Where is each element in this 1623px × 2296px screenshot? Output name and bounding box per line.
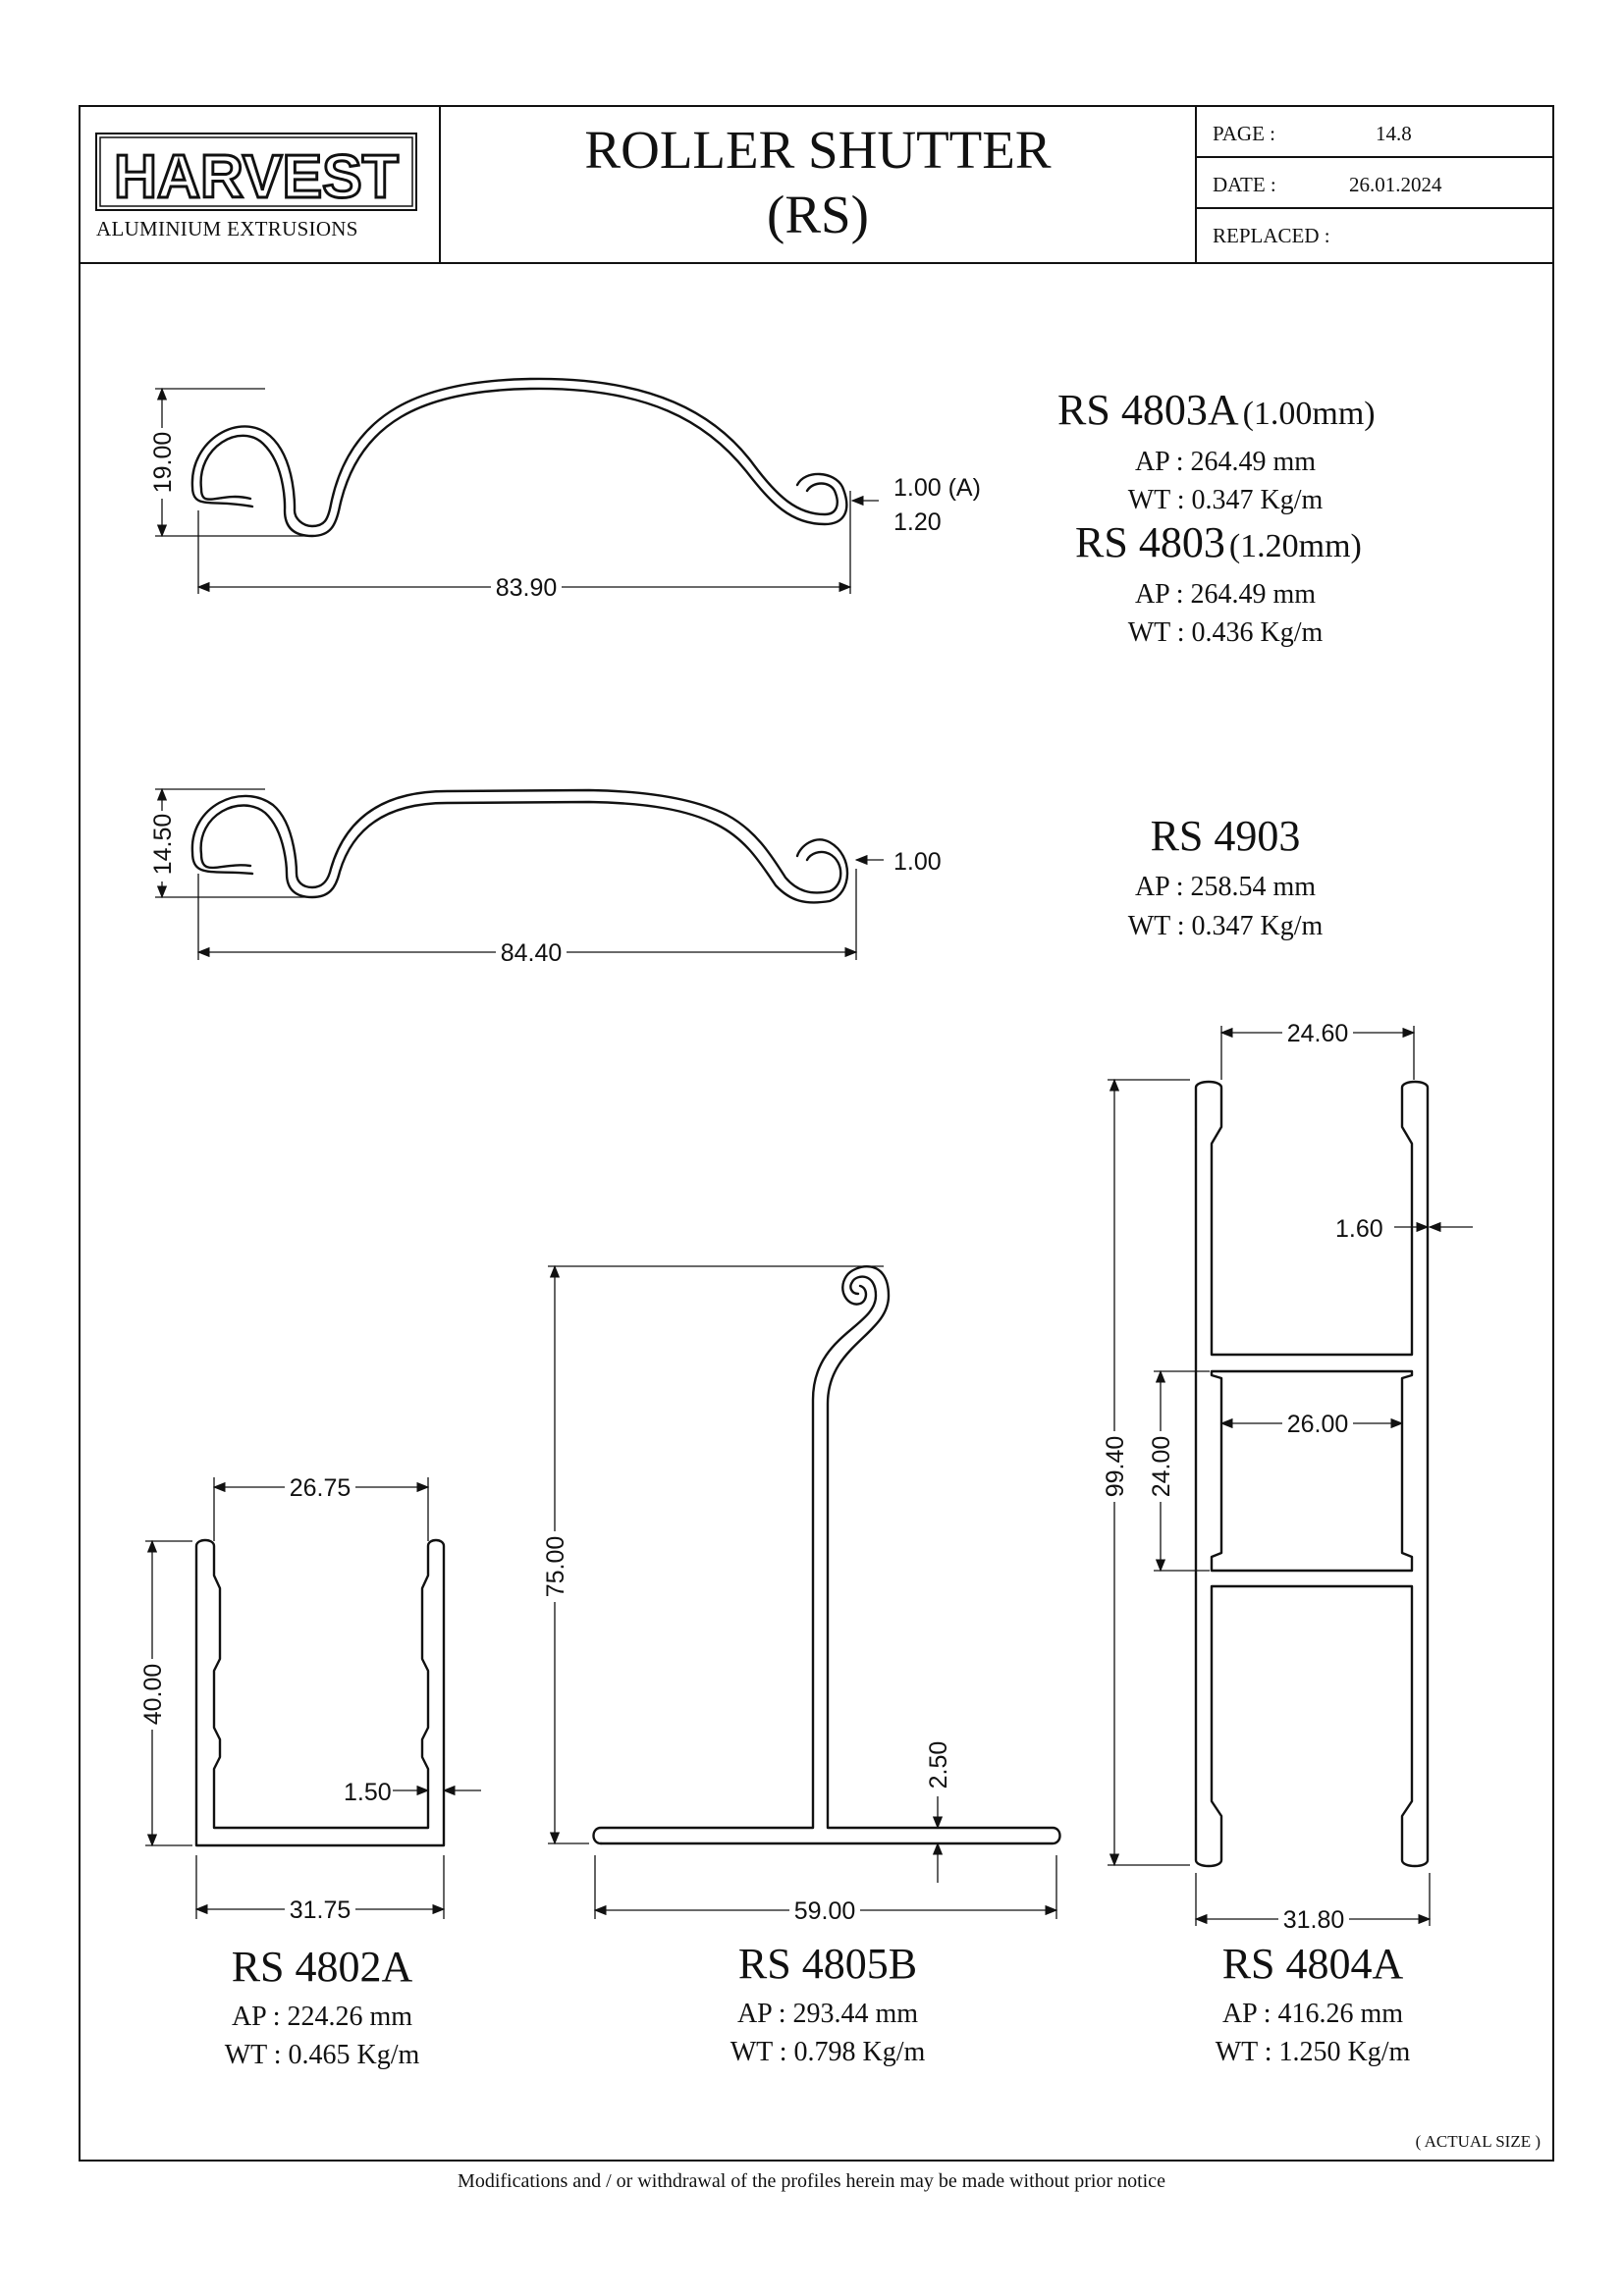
scale-note: ( ACTUAL SIZE ) [1415,2132,1541,2151]
rs4903-wall-dim: 1.00 [893,848,942,876]
rs4805b-wt: WT : 0.798 Kg/m [730,2037,926,2067]
rs4804a-wt: WT : 1.250 Kg/m [1215,2037,1411,2067]
rs4803-ap: AP : 264.49 mm [1134,579,1317,610]
rs4802a-width-dim: 31.75 [289,1896,352,1924]
rs4803-thickness: (1.20mm) [1228,528,1362,564]
rs4803a-code: RS 4803A [1057,386,1239,434]
rs4803a-wall-a-dim: 1.00 (A) [893,474,981,502]
logo-subtitle: ALUMINIUM EXTRUSIONS [96,217,358,240]
rs4805b-width-dim: 59.00 [793,1897,856,1925]
document-title: ROLLER SHUTTER [584,120,1052,180]
rs4803a-profile [192,379,846,536]
rs4803a-wt: WT : 0.347 Kg/m [1127,485,1324,515]
footer-note: Modifications and / or withdrawal of the profiles herein may be made without prior notice [458,2170,1165,2192]
rs4803a-height-dim: 19.00 [149,431,177,494]
rs4803-caption [1075,517,1362,567]
date-label: DATE : [1213,173,1276,196]
rs4804a-code: RS 4804A [1221,1940,1404,1988]
rs4804a-height-dim: 99.40 [1102,1435,1129,1498]
rs4803-wt: WT : 0.436 Kg/m [1127,617,1324,648]
rs4802a-wall-dim: 1.50 [344,1779,392,1806]
rs4805b-height-dim: 75.00 [542,1535,569,1598]
date-value: 26.01.2024 [1349,173,1442,196]
rs4804a-wall-dim: 1.60 [1335,1215,1383,1243]
rs4802a-ap: AP : 224.26 mm [231,2002,413,2032]
rs4804a-top-width-dim: 24.60 [1286,1020,1349,1047]
rs4802a-profile [196,1540,444,1845]
rs4803a-caption [1057,385,1376,435]
rs4805b-flange-dim: 2.50 [925,1740,952,1789]
rs4803a-thickness: (1.00mm) [1242,396,1376,432]
rs4903-profile [192,790,847,902]
rs4803a-wall-b-dim: 1.20 [893,508,942,536]
rs4802a-code: RS 4802A [231,1943,413,1991]
rs4802a-wt: WT : 0.465 Kg/m [224,2040,420,2070]
rs4804a-mid-height-dim: 24.00 [1148,1435,1175,1498]
rs4804a-ap: AP : 416.26 mm [1221,1999,1404,2029]
document-subtitle: (RS) [767,185,869,244]
rs4803a-ap: AP : 264.49 mm [1134,447,1317,477]
page-label: PAGE : [1213,122,1275,145]
rs4903-width-dim: 84.40 [500,939,563,967]
page-value: 14.8 [1376,122,1412,145]
rs4804a-mid-width-dim: 26.00 [1286,1411,1349,1438]
logo-wordmark: HARVEST [114,143,400,211]
rs4802a-inner-width-dim: 26.75 [289,1474,352,1502]
rs4804a-profile [1196,1082,1428,1866]
rs4903-height-dim: 14.50 [149,813,177,876]
rs4903-ap: AP : 258.54 mm [1134,872,1317,902]
rs4803a-width-dim: 83.90 [495,574,558,602]
rs4802a-height-dim: 40.00 [139,1663,167,1726]
rs4803-code: RS 4803 [1075,518,1225,566]
rs4903-code: RS 4903 [1150,812,1301,860]
replaced-label: REPLACED : [1213,224,1330,247]
rs4804a-width-dim: 31.80 [1282,1906,1345,1934]
rs4805b-code: RS 4805B [737,1940,918,1988]
rs4805b-profile [594,1266,1060,1843]
rs4805b-ap: AP : 293.44 mm [736,1999,919,2029]
rs4903-wt: WT : 0.347 Kg/m [1127,911,1324,941]
